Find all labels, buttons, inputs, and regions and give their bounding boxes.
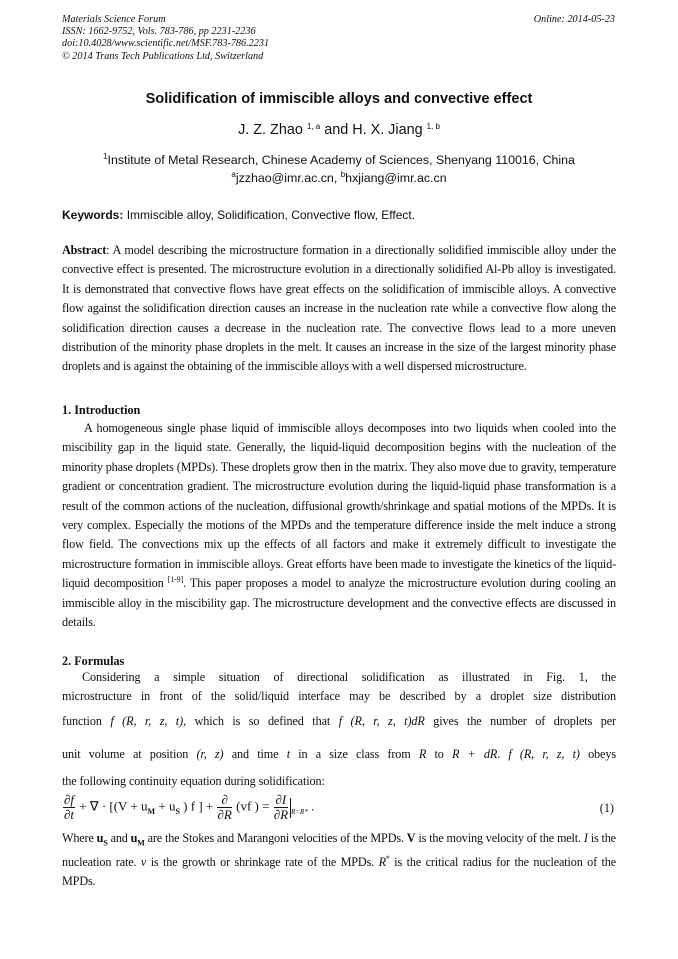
- affiliation: [0, 153, 678, 167]
- equation-body: [62, 793, 314, 822]
- eq-df: ∂f: [64, 792, 75, 807]
- author-line: [0, 122, 678, 138]
- post-um-sub: M: [137, 838, 145, 848]
- eq-d: ∂: [217, 793, 231, 808]
- post-v: v: [140, 854, 147, 869]
- l4-a: unit volume at position: [62, 747, 189, 761]
- author-1-sup: 1, a: [306, 122, 321, 131]
- frac-df-dt: [63, 793, 75, 822]
- formula-line-3: [62, 714, 616, 729]
- eq-mid: + ∇ · [(V + u: [79, 798, 148, 814]
- post-where: Where: [62, 831, 94, 845]
- post-t2: is the moving velocity of the melt.: [418, 831, 581, 845]
- formula-line-1: Considering a simple situation of directional solidification as illustrated in Fig. 1, the: [82, 670, 616, 684]
- post-t5: is the critical radius for the nucleation of the MPDs.: [62, 854, 616, 889]
- author-1: J. Z. Zhao: [238, 122, 303, 138]
- journal-copyright: © 2014 Trans Tech Publications Ltd, Switzerland: [62, 50, 264, 62]
- introduction-paragraph: [62, 419, 616, 632]
- paper-title: Solidification of immiscible alloys and convective effect: [145, 91, 533, 107]
- keywords: [62, 208, 618, 222]
- author-2-sup: 1, b: [426, 122, 440, 131]
- author-2: H. X. Jiang: [352, 122, 423, 138]
- equation-number: (1): [599, 801, 614, 815]
- email-b-sup: b: [340, 170, 346, 179]
- affiliation-sup: 1: [103, 152, 108, 161]
- l3-a: function: [62, 714, 102, 728]
- equation-1: [62, 793, 616, 825]
- post-um: u: [130, 831, 138, 845]
- l4-g: obeys: [588, 747, 616, 761]
- section-heading-formulas: 2. Formulas: [62, 654, 125, 668]
- eq-dot: .: [311, 798, 315, 814]
- l4-e: .: [497, 747, 501, 761]
- journal-header: [62, 14, 269, 63]
- affiliation-text: Institute of Metal Research, Chinese Academy of Sciences, Shenyang 110016, China: [107, 153, 575, 167]
- eq-dt: ∂t: [64, 807, 75, 822]
- keywords-label: Keywords:: [62, 208, 124, 222]
- citation: [1-9]: [167, 575, 184, 585]
- post-t3: is the nucleation rate.: [62, 831, 616, 869]
- journal-issn: ISSN: 1662-9752, Vols. 783-786, pp 2231-2236: [62, 26, 256, 38]
- emails: [0, 171, 678, 185]
- l4-RdR: R + dR: [451, 747, 498, 761]
- email-a: jzzhao@imr.ac.cn,: [235, 171, 338, 185]
- eq-dR2: ∂R: [273, 807, 289, 822]
- section-heading-introduction: 1. Introduction: [62, 403, 141, 417]
- post-star: *: [385, 853, 390, 863]
- l3-c: gives the number of droplets per: [433, 714, 617, 728]
- eq-vf: (vf ) =: [236, 798, 270, 814]
- abstract: [62, 241, 616, 377]
- post-us: u: [96, 831, 104, 845]
- l4-b: and time: [231, 747, 279, 761]
- eq-eval: R=R*: [291, 808, 308, 817]
- l4-f: f (R, r, z, t): [508, 747, 580, 761]
- l3-f: f (R, r, z, t): [110, 714, 184, 728]
- post-us-sub: S: [103, 838, 108, 848]
- journal-name: Materials Science Forum: [62, 14, 166, 25]
- author-and: and: [324, 122, 349, 138]
- abstract-label: Abstract: [62, 243, 107, 257]
- online-date: Online: 2014-05-23: [533, 14, 615, 25]
- l4-d: to: [434, 747, 444, 761]
- frac-dI-dR: [274, 793, 288, 822]
- post-t4: is the growth or shrinkage rate of the MPDs.: [150, 854, 375, 869]
- formula-line-5: the following continuity equation during solidification:: [62, 774, 325, 788]
- l4-rz: (r, z): [196, 747, 224, 761]
- eq-sub-s: S: [175, 807, 180, 817]
- l4-t: t: [286, 747, 290, 761]
- abstract-text: : A model describing the microstructure formation in a directionally solidified immiscible alloy under the convective effect is presented. The microstructure evolution in a directionally solidified Al-Pb alloy is investigated. It is demonstrated that convective flows have great effects on the solidification of immiscible alloys. A convective flow against the solidification direction causes an increase in the nucleation rate while a convective flow along the solidification direction causes a decrease in the nucleation rate. The convective flows lead to a more uneven distribution of the minority phase droplets in the melt. It causes an increase in the size of the largest minority phase droplets and is against the obtaining of the immiscible alloys with a well dispersed microstructure.: [62, 243, 616, 374]
- l4-R: R: [418, 747, 427, 761]
- frac-d-dR: [217, 793, 231, 822]
- eq-dR: ∂R: [217, 807, 232, 822]
- post-I: I: [583, 831, 588, 845]
- eq-dI: ∂I: [275, 792, 287, 807]
- post-v-bold: V: [406, 831, 416, 845]
- l3-b: , which is so defined that: [183, 714, 331, 728]
- eq-close: ) f ] +: [183, 798, 214, 814]
- l4-c: in a size class from: [298, 747, 411, 761]
- formula-line-2: microstructure in front of the solid/liquid interface may be described by a droplet size distribution: [62, 689, 616, 703]
- eq-plus: + u: [158, 798, 176, 814]
- post-equation-paragraph: [62, 829, 616, 892]
- formula-line-4: [62, 747, 616, 762]
- post-and: and: [110, 831, 128, 845]
- email-b: hxjiang@imr.ac.cn: [345, 171, 447, 185]
- post-t1: are the Stokes and Marangoni velocities of the MPDs.: [147, 831, 404, 845]
- email-a-sup: a: [231, 170, 236, 179]
- intro-text-2: . This paper proposes a model to analyze the microstructure evolution during cooling an immiscible alloy in the miscibility gap. The microstructure development and the convective effects are discussed in details.: [62, 576, 616, 630]
- l3-fdr: f (R, r, z, t)dR: [338, 714, 425, 728]
- intro-text-1: A homogeneous single phase liquid of immiscible alloys decomposes into two liquids when cooled into the miscibility gap in the liquid state. Generally, the liquid-liquid decomposition begins with the nucleation of the minority phase droplets (MPDs). These droplets grow then in the matrix. They also move due to gravity, temperature gradient or concentration gradient. The microstructure evolution during the liquid-liquid phase transformation is a result of the common actions of the nucleation, diffusional growth/shrinkage and spatial motions of the MPDs. It is very complex. Especially the motions of the MPDs and the temperature difference inside the melt induce a strong flow field. The convections mix up the effects of all factors and make it extremely difficult to investigate the microstructure formation in immiscible alloys. Great efforts have been made to investigate the kinetics of the liquid-liquid decomposition: [62, 421, 616, 591]
- keywords-text: Immiscible alloy, Solidification, Convective flow, Effect.: [126, 208, 416, 222]
- post-Rstar: R: [378, 854, 386, 869]
- eq-sub-m: M: [147, 807, 156, 817]
- journal-doi: doi:10.4028/www.scientific.net/MSF.783-786.2231: [62, 38, 270, 50]
